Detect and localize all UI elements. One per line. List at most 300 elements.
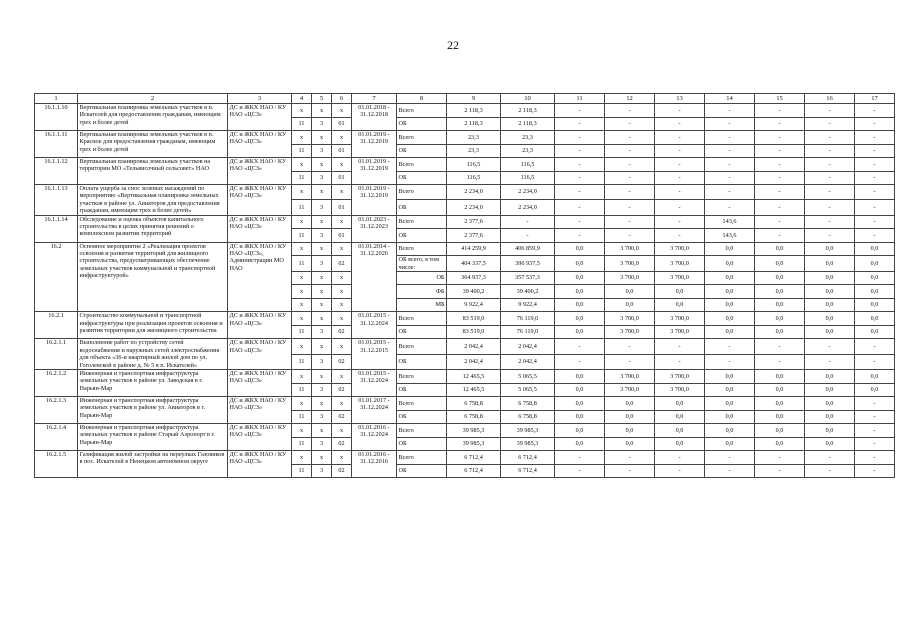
amount-col15: -	[755, 354, 805, 369]
amount-col15: 0,0	[755, 410, 805, 424]
amount-col12: 3 700,0	[605, 242, 655, 256]
amount-col15: -	[755, 200, 805, 215]
cell-col5: х	[312, 312, 332, 326]
activity-name: Инженерная и транспортная инфраструктура земельных участков в районе ул. Заводская в г. Нарьян-Мар	[78, 370, 228, 397]
cell-col4: х	[292, 285, 312, 299]
funding-source: ОБ	[397, 171, 447, 185]
amount-col14: -	[705, 464, 755, 478]
cell-col6: х	[332, 298, 352, 312]
amount-col10: 23,3	[501, 131, 555, 145]
amount-col13: 0,0	[655, 285, 705, 299]
table-row	[35, 242, 895, 256]
amount-col16: 0,0	[805, 383, 855, 397]
amount-col17: 0,0	[855, 370, 895, 384]
cell-col6: х	[332, 104, 352, 118]
amount-col15: 0,0	[755, 312, 805, 326]
activity-name: Вертикальная планировка земельных участков в п. Красное для предоставления гражданам, имеющим трех и более детей	[78, 131, 228, 158]
cell-col4: х	[292, 370, 312, 384]
cell-col6: х	[332, 339, 352, 354]
table-row	[35, 339, 895, 354]
amount-col13: 0,0	[655, 298, 705, 312]
funding-source: МБ	[397, 298, 447, 312]
total-amount: 6 712,4	[447, 464, 501, 478]
amount-col12: -	[605, 451, 655, 465]
amount-col14: -	[705, 117, 755, 131]
amount-col10: 39 985,3	[501, 424, 555, 438]
cell-col4: х	[292, 339, 312, 354]
amount-col12: -	[605, 354, 655, 369]
amount-col12: 0,0	[605, 298, 655, 312]
amount-col16: -	[805, 131, 855, 145]
activity-code: 16.1.1.14	[35, 215, 78, 242]
amount-col17: -	[855, 464, 895, 478]
cell-col6: 02	[332, 325, 352, 339]
amount-col14: 143,6	[705, 229, 755, 243]
amount-col15: 0,0	[755, 397, 805, 411]
amount-col11: -	[555, 229, 605, 243]
period: 01.01.2023 - 31.12.2023	[352, 215, 397, 242]
amount-col13: -	[655, 215, 705, 229]
funding-source: ОБ	[397, 200, 447, 215]
amount-col11: -	[555, 104, 605, 118]
funding-source: Всего	[397, 215, 447, 229]
amount-col11: 0,0	[555, 437, 605, 451]
cell-col4: х	[292, 271, 312, 285]
total-amount: 2 042,4	[447, 339, 501, 354]
amount-col15: 0,0	[755, 256, 805, 272]
funding-source: ОБ	[397, 117, 447, 131]
column-header: 4	[292, 94, 312, 104]
amount-col13: 0,0	[655, 424, 705, 438]
amount-col14: 0,0	[705, 312, 755, 326]
amount-col15: -	[755, 171, 805, 185]
table-body	[35, 94, 895, 478]
amount-col10: 6 712,4	[501, 451, 555, 465]
amount-col17: -	[855, 339, 895, 354]
amount-col14: 0,0	[705, 370, 755, 384]
column-header: 12	[605, 94, 655, 104]
activity-code: 16.1.1.10	[35, 104, 78, 131]
amount-col10: 116,5	[501, 171, 555, 185]
amount-col13: 3 700,0	[655, 370, 705, 384]
cell-col6: 02	[332, 354, 352, 369]
period: 01.01.2018 - 31.12.2018	[352, 104, 397, 131]
amount-col12: 3 700,0	[605, 312, 655, 326]
budget-table	[34, 93, 895, 478]
amount-col16: -	[805, 339, 855, 354]
cell-col6: 01	[332, 144, 352, 158]
column-header: 8	[397, 94, 447, 104]
cell-col4: х	[292, 312, 312, 326]
funding-source: ОБ	[397, 437, 447, 451]
total-amount: 6 712,4	[447, 451, 501, 465]
cell-col6: х	[332, 312, 352, 326]
cell-col6: х	[332, 424, 352, 438]
cell-col4: 11	[292, 383, 312, 397]
amount-col11: 0,0	[555, 271, 605, 285]
cell-col6: 01	[332, 171, 352, 185]
total-amount: 2 377,6	[447, 229, 501, 243]
amount-col14: -	[705, 354, 755, 369]
activity-code: 16.2.1.5	[35, 451, 78, 478]
amount-col16: -	[805, 117, 855, 131]
amount-col10: 6 712,4	[501, 464, 555, 478]
amount-col16: -	[805, 185, 855, 200]
total-amount: 23,3	[447, 131, 501, 145]
amount-col14: -	[705, 339, 755, 354]
amount-col10: 76 119,0	[501, 325, 555, 339]
amount-col14: -	[705, 200, 755, 215]
column-header: 15	[755, 94, 805, 104]
amount-col12: 0,0	[605, 437, 655, 451]
amount-col13: 3 700,0	[655, 256, 705, 272]
amount-col16: 0,0	[805, 397, 855, 411]
amount-col14: 0,0	[705, 325, 755, 339]
cell-col5: х	[312, 242, 332, 256]
amount-col14: 0,0	[705, 256, 755, 272]
activity-name: Вертикальная планировка земельных участков в п. Искателей для предоставления гражданам, имеющим трех и более детей	[78, 104, 228, 131]
amount-col11: 0,0	[555, 424, 605, 438]
cell-col5: 3	[312, 229, 332, 243]
cell-col5: 3	[312, 464, 332, 478]
amount-col17: 0,0	[855, 298, 895, 312]
amount-col17: -	[855, 158, 895, 172]
cell-col4: х	[292, 131, 312, 145]
amount-col15: -	[755, 158, 805, 172]
amount-col17: -	[855, 131, 895, 145]
amount-col11: -	[555, 464, 605, 478]
funding-source: ОБ	[397, 354, 447, 369]
amount-col11: -	[555, 354, 605, 369]
amount-col11: -	[555, 339, 605, 354]
amount-col13: -	[655, 464, 705, 478]
activity-name: Инженерная и транспортная инфраструктура земельных участков в районе Старый Аэропорт в г. Нарьян-Мар	[78, 424, 228, 451]
cell-col4: 11	[292, 410, 312, 424]
activity-name: Строительство коммунальной и транспортной инфраструктуры при реализации проектов освоения и развития территории для жилищного строительства	[78, 312, 228, 339]
executor: ДС и ЖКХ НАО / КУ НАО «ЦСЗ»	[228, 185, 292, 216]
amount-col17: -	[855, 171, 895, 185]
column-header: 11	[555, 94, 605, 104]
amount-col14: 0,0	[705, 242, 755, 256]
cell-col6: 02	[332, 383, 352, 397]
amount-col13: -	[655, 354, 705, 369]
amount-col12: -	[605, 200, 655, 215]
amount-col15: 0,0	[755, 424, 805, 438]
amount-col16: 0,0	[805, 256, 855, 272]
column-header: 16	[805, 94, 855, 104]
activity-code: 16.1.1.12	[35, 158, 78, 185]
cell-col5: х	[312, 185, 332, 200]
total-amount: 23,3	[447, 144, 501, 158]
amount-col16: 0,0	[805, 325, 855, 339]
period: 01.01.2015 - 31.12.2024	[352, 370, 397, 397]
amount-col14: 0,0	[705, 383, 755, 397]
amount-col10: 2 118,3	[501, 117, 555, 131]
amount-col12: -	[605, 104, 655, 118]
amount-col16: 0,0	[805, 410, 855, 424]
cell-col4: 11	[292, 437, 312, 451]
amount-col10: 5 065,5	[501, 370, 555, 384]
amount-col12: -	[605, 215, 655, 229]
funding-source: Всего	[397, 370, 447, 384]
amount-col16: -	[805, 464, 855, 478]
cell-col6: х	[332, 451, 352, 465]
amount-col13: 3 700,0	[655, 271, 705, 285]
amount-col14: -	[705, 158, 755, 172]
amount-col15: -	[755, 144, 805, 158]
amount-col10: 9 922,4	[501, 298, 555, 312]
amount-col13: -	[655, 104, 705, 118]
total-amount: 6 758,8	[447, 410, 501, 424]
amount-col10: 5 065,5	[501, 383, 555, 397]
period: 01.01.2014 - 31.12.2026	[352, 242, 397, 312]
amount-col10: 357 537,3	[501, 271, 555, 285]
activity-name: Основное мероприятие 2 «Реализация проектов освоения и развития территорий для жилищного строительства, предусматривающих обеспечение земельных участков коммунальной и транспортной инфраструктурой»	[78, 242, 228, 312]
executor: ДС и ЖКХ НАО / КУ НАО «ЦСЗ»	[228, 158, 292, 185]
amount-col13: -	[655, 144, 705, 158]
amount-col13: -	[655, 200, 705, 215]
cell-col4: 11	[292, 229, 312, 243]
cell-col5: 3	[312, 200, 332, 215]
amount-col12: 0,0	[605, 285, 655, 299]
cell-col6: 02	[332, 464, 352, 478]
table-row	[35, 312, 895, 326]
column-header: 10	[501, 94, 555, 104]
amount-col11: 0,0	[555, 383, 605, 397]
amount-col11: 0,0	[555, 298, 605, 312]
amount-col11: 0,0	[555, 325, 605, 339]
amount-col15: -	[755, 185, 805, 200]
period: 01.01.2015 - 31.12.2015	[352, 339, 397, 370]
cell-col4: 11	[292, 200, 312, 215]
amount-col12: -	[605, 464, 655, 478]
cell-col4: х	[292, 424, 312, 438]
amount-col17: 0,0	[855, 242, 895, 256]
amount-col15: 0,0	[755, 325, 805, 339]
executor: ДС и ЖКХ НАО / КУ НАО «ЦСЗ»	[228, 370, 292, 397]
cell-col6: х	[332, 131, 352, 145]
amount-col13: -	[655, 171, 705, 185]
amount-col12: -	[605, 339, 655, 354]
amount-col17: -	[855, 215, 895, 229]
amount-col12: -	[605, 185, 655, 200]
total-amount: 2 118,3	[447, 104, 501, 118]
funding-source: Всего	[397, 312, 447, 326]
activity-code: 16.2	[35, 242, 78, 312]
amount-col14: -	[705, 185, 755, 200]
amount-col17: -	[855, 229, 895, 243]
executor: ДС и ЖКХ НАО / КУ НАО «ЦСЗ»	[228, 312, 292, 339]
activity-code: 16.2.1	[35, 312, 78, 339]
funding-source: ОБ всего, в том числе:	[397, 256, 447, 272]
amount-col10: 6 758,8	[501, 410, 555, 424]
cell-col6: 01	[332, 200, 352, 215]
total-amount: 39 400,2	[447, 285, 501, 299]
executor: ДС и ЖКХ НАО / КУ НАО «ЦСЗ»	[228, 339, 292, 370]
amount-col14: 0,0	[705, 424, 755, 438]
amount-col15: 0,0	[755, 437, 805, 451]
activity-code: 16.2.1.4	[35, 424, 78, 451]
cell-col5: х	[312, 158, 332, 172]
amount-col11: -	[555, 185, 605, 200]
amount-col11: -	[555, 117, 605, 131]
amount-col13: -	[655, 339, 705, 354]
amount-col15: -	[755, 464, 805, 478]
amount-col15: -	[755, 451, 805, 465]
amount-col12: -	[605, 229, 655, 243]
column-header: 14	[705, 94, 755, 104]
amount-col14: 0,0	[705, 437, 755, 451]
amount-col15: 0,0	[755, 271, 805, 285]
amount-col13: -	[655, 158, 705, 172]
total-amount: 364 937,3	[447, 271, 501, 285]
amount-col15: -	[755, 117, 805, 131]
activity-code: 16.1.1.11	[35, 131, 78, 158]
amount-col11: -	[555, 144, 605, 158]
cell-col4: 11	[292, 256, 312, 272]
amount-col13: 0,0	[655, 410, 705, 424]
cell-col4: х	[292, 185, 312, 200]
amount-col15: -	[755, 215, 805, 229]
cell-col4: х	[292, 242, 312, 256]
total-amount: 414 259,9	[447, 242, 501, 256]
amount-col16: 0,0	[805, 271, 855, 285]
cell-col6: х	[332, 285, 352, 299]
cell-col6: х	[332, 158, 352, 172]
amount-col11: 0,0	[555, 256, 605, 272]
column-header: 3	[228, 94, 292, 104]
table-row	[35, 131, 895, 145]
column-header: 2	[78, 94, 228, 104]
funding-source: ОБ	[397, 325, 447, 339]
amount-col10: 6 758,8	[501, 397, 555, 411]
amount-col15: -	[755, 339, 805, 354]
activity-code: 16.2.1.3	[35, 397, 78, 424]
amount-col10: 2 118,3	[501, 104, 555, 118]
column-header: 7	[352, 94, 397, 104]
cell-col4: 11	[292, 464, 312, 478]
amount-col13: 0,0	[655, 437, 705, 451]
amount-col17: -	[855, 200, 895, 215]
amount-col10: 39 400,2	[501, 285, 555, 299]
amount-col15: 0,0	[755, 242, 805, 256]
cell-col4: х	[292, 215, 312, 229]
table-row	[35, 451, 895, 465]
amount-col12: 3 700,0	[605, 325, 655, 339]
funding-source: Всего	[397, 242, 447, 256]
total-amount: 116,5	[447, 171, 501, 185]
amount-col15: -	[755, 131, 805, 145]
amount-col11: 0,0	[555, 370, 605, 384]
cell-col6: х	[332, 397, 352, 411]
cell-col5: х	[312, 370, 332, 384]
amount-col16: -	[805, 215, 855, 229]
executor: ДС и ЖКХ НАО / КУ НАО «ЦСЗ»	[228, 215, 292, 242]
period: 01.01.2019 - 31.12.2019	[352, 158, 397, 185]
cell-col5: 3	[312, 171, 332, 185]
amount-col10: 39 985,3	[501, 437, 555, 451]
cell-col5: х	[312, 424, 332, 438]
amount-col17: -	[855, 424, 895, 438]
amount-col13: 3 700,0	[655, 383, 705, 397]
total-amount: 39 985,3	[447, 424, 501, 438]
amount-col14: 0,0	[705, 285, 755, 299]
activity-name: Обследование и оценка объектов капитального строительства в целях принятия решений о комплексном развитии территорий	[78, 215, 228, 242]
amount-col11: 0,0	[555, 397, 605, 411]
amount-col12: 0,0	[605, 424, 655, 438]
activity-name: Газификация жилой застройки на переулках Газовиков в пос. Искателей в Ненецком автономном округе	[78, 451, 228, 478]
page-number: 22	[447, 38, 459, 52]
total-amount: 12 465,5	[447, 370, 501, 384]
cell-col5: х	[312, 215, 332, 229]
amount-col16: -	[805, 229, 855, 243]
amount-col14: -	[705, 451, 755, 465]
cell-col6: 01	[332, 229, 352, 243]
amount-col14: 0,0	[705, 271, 755, 285]
amount-col13: -	[655, 131, 705, 145]
cell-col5: х	[312, 131, 332, 145]
amount-col10: 2 234,0	[501, 185, 555, 200]
amount-col15: 0,0	[755, 285, 805, 299]
executor: ДС и ЖКХ НАО / КУ НАО «ЦСЗ»	[228, 424, 292, 451]
column-header: 17	[855, 94, 895, 104]
amount-col11: 0,0	[555, 410, 605, 424]
total-amount: 2 042,4	[447, 354, 501, 369]
funding-source: ФБ	[397, 285, 447, 299]
amount-col17: 0,0	[855, 383, 895, 397]
cell-col5: 3	[312, 437, 332, 451]
total-amount: 2 377,6	[447, 215, 501, 229]
activity-code: 16.1.1.13	[35, 185, 78, 216]
amount-col13: 3 700,0	[655, 325, 705, 339]
cell-col4: х	[292, 158, 312, 172]
column-header: 6	[332, 94, 352, 104]
cell-col6: 01	[332, 117, 352, 131]
table-row	[35, 158, 895, 172]
period: 01.01.2015 - 31.12.2024	[352, 312, 397, 339]
amount-col13: -	[655, 185, 705, 200]
cell-col5: х	[312, 285, 332, 299]
amount-col16: 0,0	[805, 370, 855, 384]
cell-col5: х	[312, 397, 332, 411]
period: 01.01.2019 - 31.12.2019	[352, 131, 397, 158]
funding-source: ОБ	[397, 410, 447, 424]
cell-col4: х	[292, 298, 312, 312]
amount-col16: 0,0	[805, 242, 855, 256]
amount-col12: -	[605, 158, 655, 172]
executor: ДС и ЖКХ НАО / КУ НАО «ЦСЗ»	[228, 104, 292, 131]
amount-col11: -	[555, 200, 605, 215]
total-amount: 2 234,0	[447, 200, 501, 215]
amount-col13: 0,0	[655, 397, 705, 411]
amount-col12: -	[605, 144, 655, 158]
total-amount: 9 922,4	[447, 298, 501, 312]
cell-col5: 3	[312, 256, 332, 272]
activity-name: Выполнение работ по устройству сетей водоснабжения и наружных сетей электроснабжения для объекта «36-и квартирный жилой дом по ул. Гоголевской в районе д. № 5 в п. Искателей»	[78, 339, 228, 370]
funding-source: Всего	[397, 158, 447, 172]
total-amount: 12 465,5	[447, 383, 501, 397]
amount-col14: -	[705, 144, 755, 158]
amount-col16: 0,0	[805, 437, 855, 451]
cell-col5: 3	[312, 325, 332, 339]
column-number-row	[35, 94, 895, 104]
cell-col5: 3	[312, 410, 332, 424]
cell-col4: х	[292, 451, 312, 465]
executor: ДС и ЖКХ НАО / КУ НАО «ЦСЗ»	[228, 131, 292, 158]
amount-col16: 0,0	[805, 298, 855, 312]
cell-col4: 11	[292, 354, 312, 369]
amount-col12: -	[605, 131, 655, 145]
